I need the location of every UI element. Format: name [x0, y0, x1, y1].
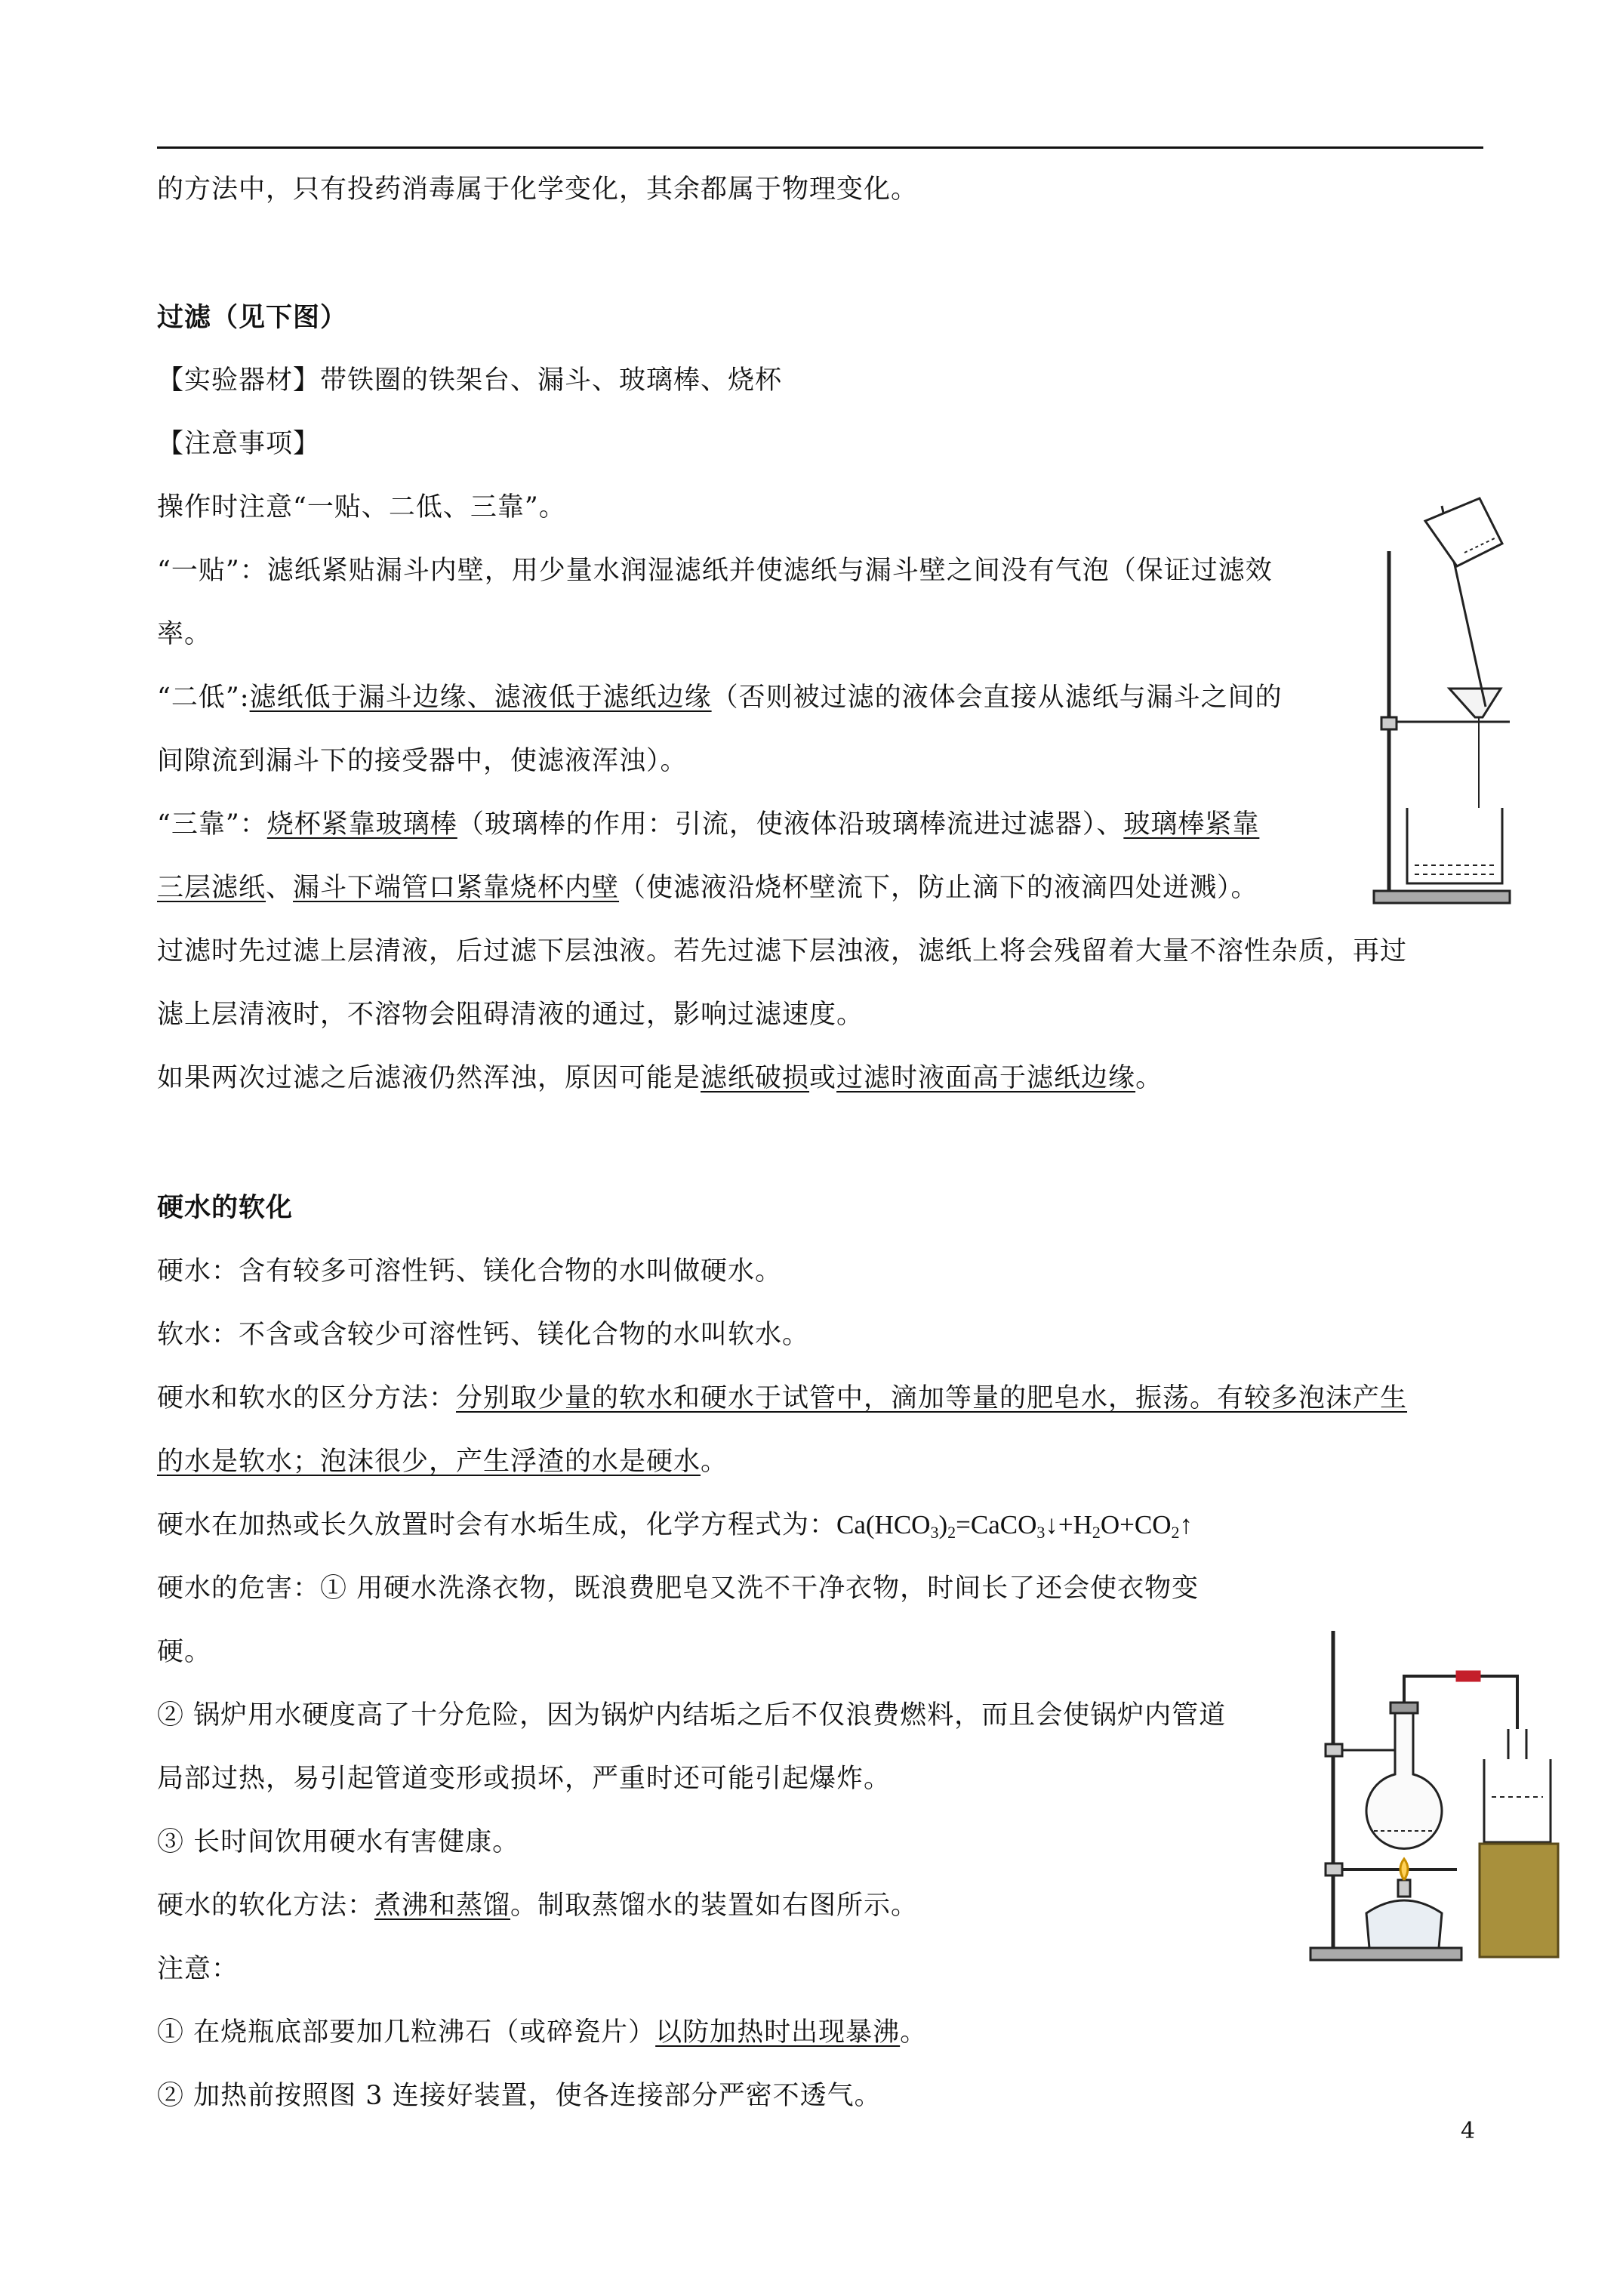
stand-base: [1374, 891, 1510, 903]
harm-line-3: ③ 长时间饮用硬水有害健康。: [157, 1827, 520, 1857]
yitie-line-1: “一贴”：滤纸紧贴漏斗内壁，用少量水润湿滤纸并使滤纸与漏斗壁之间没有气泡（保证过滤效: [157, 556, 1273, 586]
intro-line: 的方法中，只有投药消毒属于化学变化，其余都属于物理变化。: [157, 174, 919, 205]
stand-clamp: [1381, 717, 1397, 729]
distillation-apparatus-figure: [1306, 1623, 1563, 1971]
turbid-line: [157, 1060, 1163, 1096]
sankao-sep: 、: [266, 873, 294, 903]
distinguish-line-1: [157, 1380, 1407, 1416]
erdi-line-1: [157, 680, 1283, 716]
soften-underlined: 煮沸和蒸馏: [374, 1891, 511, 1921]
sankao-u1: 烧杯紧靠玻璃棒: [266, 809, 457, 840]
filtration-heading: 过滤（见下图）: [157, 302, 348, 333]
soft-water-definition: 软水：不含或含较少可溶性钙、镁化合物的水叫软水。: [157, 1320, 810, 1350]
distinguish-end: 。: [701, 1447, 728, 1477]
filtration-rule-summary: 操作时注意“一贴、二低、三靠”。: [157, 492, 566, 522]
filtration-notes-heading: 【注意事项】: [157, 429, 321, 459]
erdi-underlined: 滤纸低于漏斗边缘、滤液低于滤纸边缘: [249, 683, 712, 713]
receiving-beaker: [1407, 808, 1502, 883]
note-1-end: 。: [900, 2017, 928, 2048]
turbid-or: 或: [809, 1063, 837, 1093]
cold-water-beaker: [1484, 1759, 1551, 1842]
sankao-prefix: “三靠”：: [157, 809, 267, 840]
soften-rest: 。制取蒸馏水的装置如右图所示。: [510, 1891, 919, 1921]
round-bottom-flask: [1366, 1710, 1442, 1849]
turbid-u1: 滤纸破损: [701, 1063, 810, 1093]
stopper: [1390, 1703, 1418, 1713]
hard-water-heading: 硬水的软化: [157, 1192, 294, 1223]
eq-part: ↑: [1179, 1510, 1193, 1539]
distinguish-u2: 的水是软水；泡沫很少，产生浮渣的水是硬水: [157, 1447, 701, 1477]
sankao-rest: （使滤液沿烧杯壁流下，防止滴下的液滴四处迸溅）。: [619, 873, 1258, 903]
sankao-mid: （玻璃棒的作用：引流，使液体沿玻璃棒流进过滤器）、: [457, 809, 1124, 840]
alcohol-lamp: [1366, 1900, 1442, 1948]
eq-sub: 2: [1092, 1523, 1101, 1542]
flame: [1400, 1859, 1408, 1880]
erdi-prefix: “二低”:: [157, 683, 250, 713]
filtration-apparatus-figure: [1359, 491, 1525, 914]
harm-line-1b: 硬。: [157, 1637, 212, 1667]
chemical-equation: [836, 1510, 1193, 1542]
turbid-prefix: 如果两次过滤之后滤液仍然浑浊，原因可能是: [157, 1063, 701, 1093]
harm-line-2: ② 锅炉用水硬度高了十分危险，因为锅炉内结垢之后不仅浪费燃料，而且会使锅炉内管道: [157, 1700, 1227, 1730]
stand-base: [1310, 1948, 1461, 1960]
eq-sub: 2: [1171, 1523, 1180, 1542]
sankao-u3: 三层滤纸: [157, 873, 266, 903]
header-rule: [157, 146, 1483, 149]
lamp-wick-holder: [1398, 1880, 1410, 1897]
funnel: [1449, 689, 1501, 717]
soften-prefix: 硬水的软化方法：: [157, 1891, 375, 1921]
soften-line: [157, 1888, 918, 1924]
order-line-2: 滤上层清液时，不溶物会阻碍清液的通过，影响过滤速度。: [157, 1000, 864, 1030]
erdi-rest: （否则被过滤的液体会直接从滤纸与漏斗之间的: [711, 683, 1283, 713]
yitie-line-2: 率。: [157, 619, 212, 649]
pouring-beaker: [1425, 498, 1502, 566]
note-heading: 注意：: [157, 1954, 239, 1984]
harm-line-1: 硬水的危害：① 用硬水洗涤衣物，既浪费肥皂又洗不干净衣物，时间长了还会使衣物变: [157, 1573, 1200, 1604]
page-number: 4: [1461, 2118, 1476, 2144]
eq-part: Ca(HCO: [836, 1510, 931, 1539]
sankao-u2: 玻璃棒紧靠: [1123, 809, 1260, 840]
order-line-1: 过滤时先过滤上层清液，后过滤下层浊液。若先过滤下层浊液，滤纸上将会残留着大量不溶性杂质，再过: [157, 936, 1408, 966]
note-1-underlined: 以防加热时出现暴沸: [655, 2017, 901, 2048]
eq-part: ): [938, 1510, 948, 1539]
ring-clamp: [1326, 1863, 1342, 1875]
sankao-line-2: [157, 870, 1258, 906]
note-1-prefix: ① 在烧瓶底部要加几粒沸石（或碎瓷片）: [157, 2017, 656, 2048]
harm-line-2b: 局部过热，易引起管道变形或损坏，严重时还可能引起爆炸。: [157, 1764, 892, 1794]
eq-sub: 3: [930, 1523, 939, 1542]
eq-sub: 2: [947, 1523, 956, 1542]
distinguish-prefix: 硬水和软水的区分方法：: [157, 1383, 457, 1413]
sankao-u4: 漏斗下端管口紧靠烧杯内壁: [293, 873, 620, 903]
filtration-equipment: 【实验器材】带铁圈的铁架台、漏斗、玻璃棒、烧杯: [157, 365, 783, 396]
erdi-line-2: 间隙流到漏斗下的接受器中，使滤液浑浊）。: [157, 746, 688, 776]
rubber-tube: [1457, 1672, 1480, 1681]
note-line-2: ② 加热前按照图 3 连接好装置，使各连接部分严密不透气。: [157, 2081, 882, 2111]
flask-clamp: [1326, 1744, 1342, 1756]
distinguish-line-2: [157, 1444, 728, 1480]
wooden-block: [1480, 1844, 1558, 1957]
eq-part: =CaCO: [956, 1510, 1037, 1539]
eq-part: ↓+H: [1045, 1510, 1092, 1539]
eq-sub: 3: [1036, 1523, 1046, 1542]
note-line-1: [157, 2014, 927, 2051]
sankao-line-1: [157, 806, 1259, 843]
scale-equation-line: [157, 1507, 1193, 1551]
hard-water-definition: 硬水：含有较多可溶性钙、镁化合物的水叫做硬水。: [157, 1256, 783, 1287]
distinguish-u1: 分别取少量的软水和硬水于试管中，滴加等量的肥皂水，振荡。有较多泡沫产生: [456, 1383, 1408, 1413]
turbid-u2: 过滤时液面高于滤纸边缘: [836, 1063, 1136, 1093]
eq-part: O+CO: [1100, 1510, 1172, 1539]
turbid-end: 。: [1135, 1063, 1163, 1093]
scale-prefix: 硬水在加热或长久放置时会有水垢生成，化学方程式为：: [157, 1510, 837, 1540]
